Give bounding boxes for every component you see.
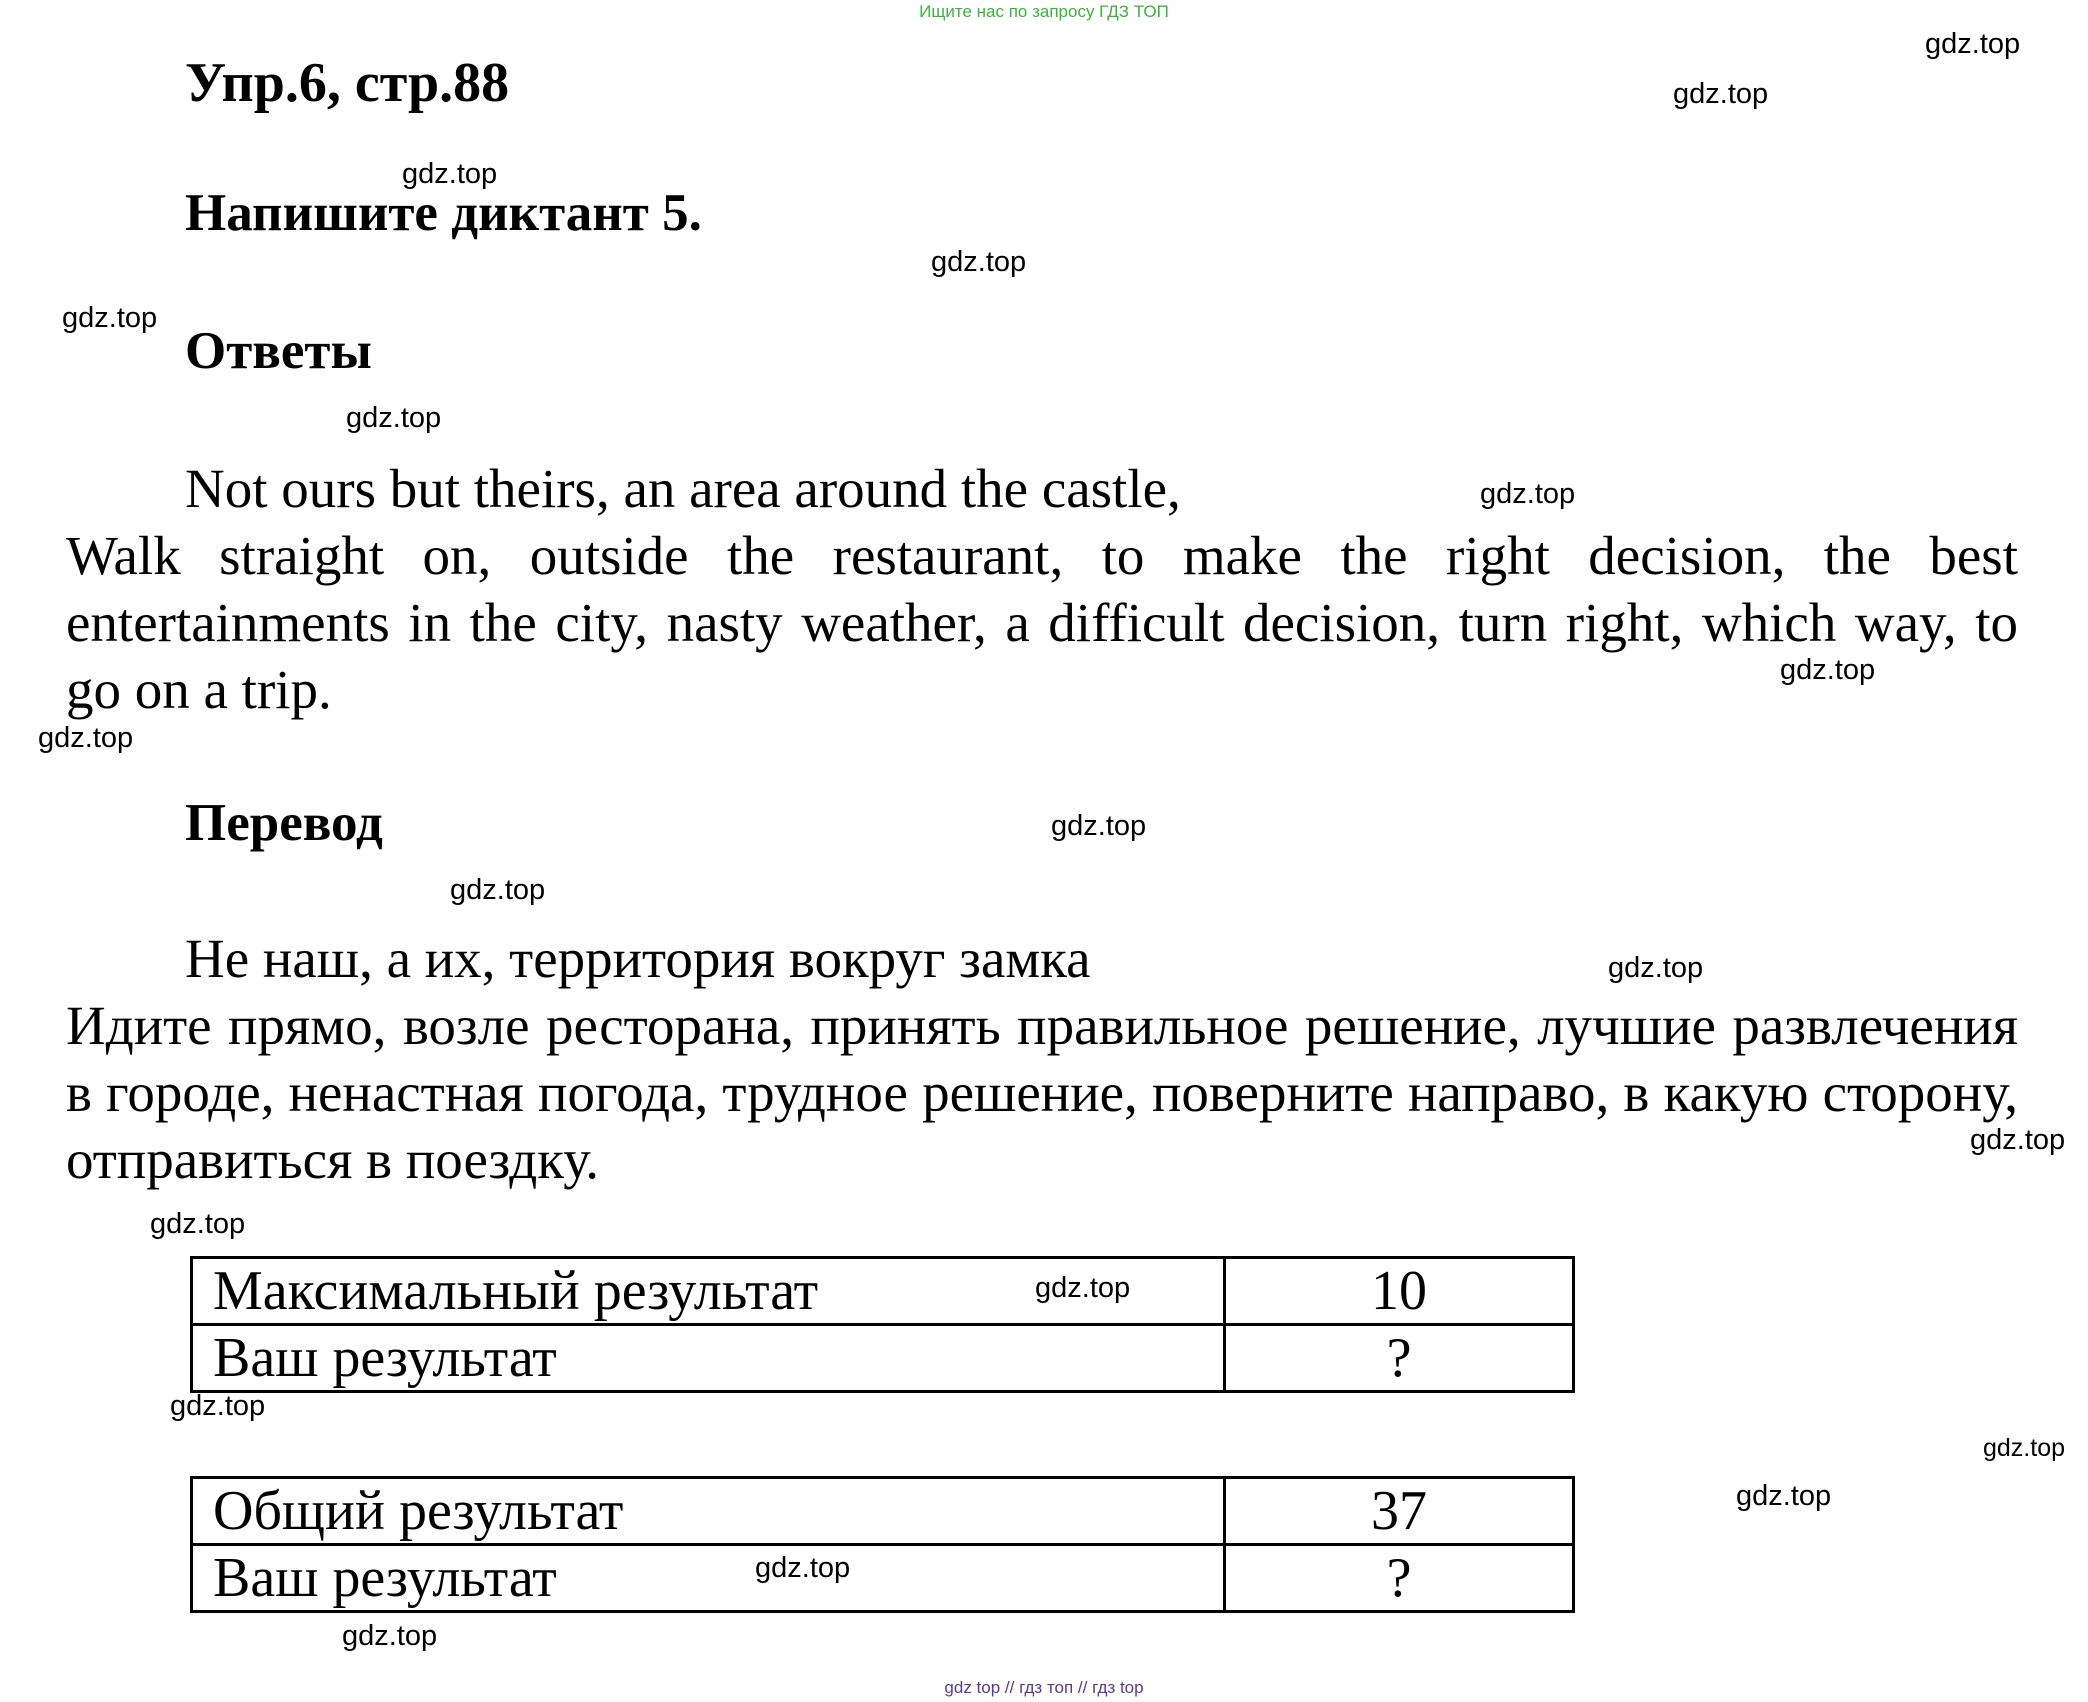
top-banner: Ищите нас по запросу ГДЗ ТОП <box>919 2 1169 21</box>
translation-paragraph: Идите прямо, возле ресторана, принять правильное решение, лучшие развлечения в городе, ненастная погода, трудное решение, поверните направо, в какую сторону, отправиться в поездку. <box>66 995 2018 1190</box>
score-table-max <box>190 1256 1575 1393</box>
watermark: gdz.top <box>1983 1434 2066 1462</box>
row-value: 10 <box>1225 1258 1574 1325</box>
row-label: Общий результат <box>192 1478 1225 1545</box>
watermark: gdz.top <box>1925 28 2021 60</box>
table-row <box>192 1478 1574 1545</box>
watermark: gdz.top <box>62 302 158 334</box>
translation-line-1: Не наш, а их, территория вокруг замка <box>185 928 1091 989</box>
translation-heading: Перевод <box>185 794 383 852</box>
watermark: gdz.top <box>1780 654 1876 686</box>
row-label: Ваш результат <box>192 1545 1225 1612</box>
watermark: gdz.top <box>1051 810 1147 842</box>
watermark: gdz.top <box>1673 78 1769 110</box>
answers-text <box>66 455 2018 723</box>
footer-links: gdz top // гдз топ // гдз top <box>944 1678 1144 1697</box>
task-heading: Напишите диктант 5. <box>185 184 702 242</box>
table-row <box>192 1545 1574 1612</box>
answers-paragraph: Walk straight on, outside the restaurant, to make the right decision, the best entertainments in the city, nasty weather, a difficult decision, turn right, which way, to go on a trip. <box>66 525 2018 720</box>
watermark: gdz.top <box>346 402 442 434</box>
watermark: gdz.top <box>402 158 498 190</box>
answers-line-1: Not ours but theirs, an area around the castle, <box>185 458 1181 519</box>
score-table-total <box>190 1476 1575 1613</box>
row-label: Максимальный результат <box>192 1258 1225 1325</box>
watermark: gdz.top <box>450 874 546 906</box>
table-row <box>192 1325 1574 1392</box>
row-value: ? <box>1225 1325 1574 1392</box>
answers-heading: Ответы <box>185 322 372 380</box>
translation-text <box>66 925 2018 1193</box>
watermark: gdz.top <box>342 1620 438 1652</box>
watermark: gdz.top <box>931 246 1027 278</box>
row-label: Ваш результат <box>192 1325 1225 1392</box>
watermark: gdz.top <box>1736 1480 1832 1512</box>
exercise-title: Упр.6, стр.88 <box>185 52 510 114</box>
watermark: gdz.top <box>1035 1272 1131 1304</box>
row-value: 37 <box>1225 1478 1574 1545</box>
watermark: gdz.top <box>1480 478 1576 510</box>
watermark: gdz.top <box>755 1552 851 1584</box>
row-value: ? <box>1225 1545 1574 1612</box>
table-row <box>192 1258 1574 1325</box>
watermark: gdz.top <box>170 1390 266 1422</box>
watermark: gdz.top <box>150 1208 246 1240</box>
watermark: gdz.top <box>1970 1124 2066 1156</box>
watermark: gdz.top <box>1608 952 1704 984</box>
watermark: gdz.top <box>38 722 134 754</box>
